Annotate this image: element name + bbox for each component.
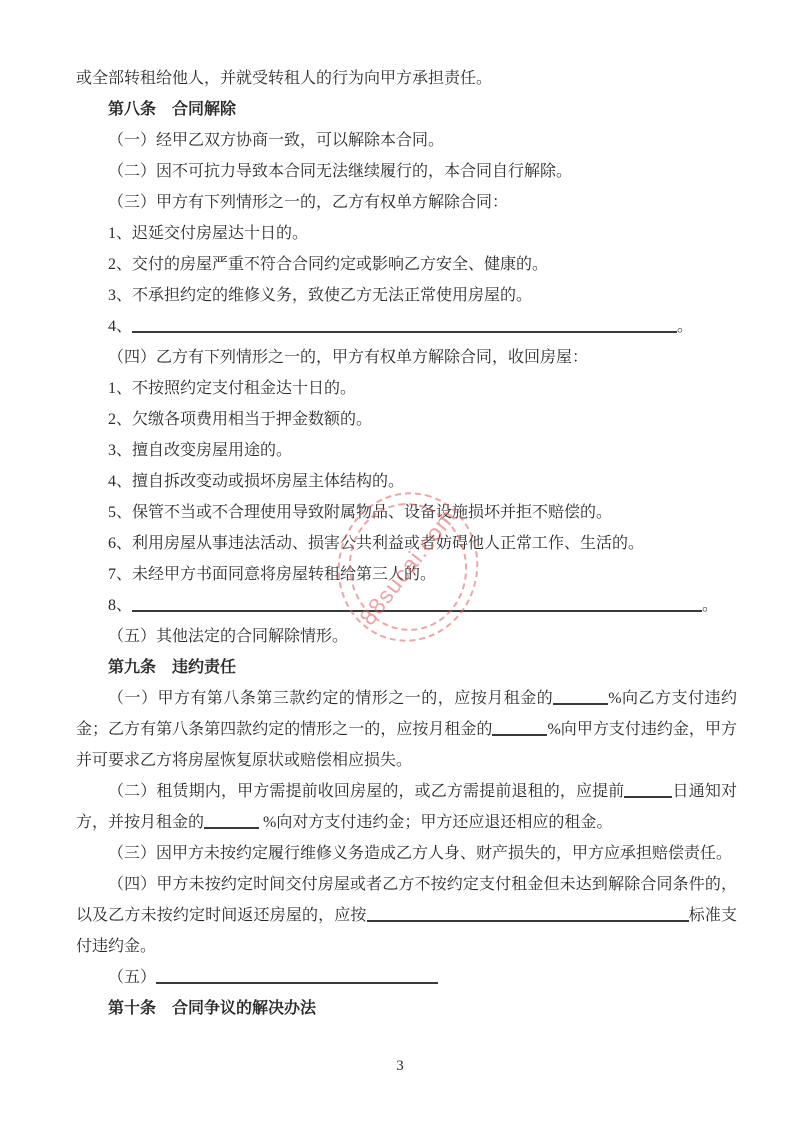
contract-paragraph xyxy=(76,156,737,187)
text-run: （四）甲方未按约定时间交付房屋或者乙方不按约定支付租金但未达到解除合同条件的，以及乙方未按约定时间返还房屋的，应按 xyxy=(76,876,737,924)
text-run: （一）经甲乙双方协商一致，可以解除本合同。 xyxy=(108,132,445,149)
contract-paragraph xyxy=(76,342,737,373)
contract-paragraph xyxy=(76,435,737,466)
text-run: 第十条 合同争议的解决办法 xyxy=(108,1000,317,1017)
text-run: 日通知对方，并按月租金的 xyxy=(76,783,737,831)
contract-paragraph xyxy=(76,280,737,311)
section-heading xyxy=(76,993,737,1024)
contract-paragraph xyxy=(76,466,737,497)
text-run: （五）其他法定的合同解除情形。 xyxy=(108,628,349,645)
text-run: 第九条 违约责任 xyxy=(108,659,237,676)
contract-paragraph xyxy=(76,249,737,280)
fill-in-blank xyxy=(132,319,677,333)
text-run: 第八条 合同解除 xyxy=(108,101,237,118)
text-run: 3、擅自改变房屋用途的。 xyxy=(108,442,293,459)
text-run: 4、 xyxy=(108,318,133,335)
fill-in-blank xyxy=(492,722,547,736)
contract-paragraph xyxy=(76,373,737,404)
text-run: 5、保管不当或不合理使用导致附属物品、设备设施损坏并拒不赔偿的。 xyxy=(108,504,613,521)
contract-paragraph xyxy=(76,559,737,590)
text-run: （五） xyxy=(108,969,157,986)
text-run: 2、交付的房屋严重不符合合同约定或影响乙方安全、健康的。 xyxy=(108,256,549,273)
text-run: （三）甲方有下列情形之一的，乙方有权单方解除合同： xyxy=(108,194,509,211)
contract-paragraph xyxy=(76,125,737,156)
contract-paragraph xyxy=(76,776,737,838)
text-run: 4、擅自拆改变动或损坏房屋主体结构的。 xyxy=(108,473,405,490)
fill-in-blank xyxy=(367,908,689,922)
text-run: 1、不按照约定支付租金达十日的。 xyxy=(108,380,357,397)
contract-paragraph xyxy=(76,962,737,993)
contract-paragraph xyxy=(76,590,737,621)
contract-body xyxy=(76,63,737,1024)
text-run: （三）因甲方未按约定履行维修义务造成乙方人身、财产损失的，甲方应承担赔偿责任。 xyxy=(108,845,733,862)
contract-paragraph xyxy=(76,218,737,249)
contract-paragraph xyxy=(76,838,737,869)
text-run: （四）乙方有下列情形之一的，甲方有权单方解除合同，收回房屋： xyxy=(108,349,589,366)
contract-paragraph xyxy=(76,683,737,776)
contract-paragraph xyxy=(76,528,737,559)
fill-in-blank xyxy=(624,784,672,798)
section-heading xyxy=(76,652,737,683)
contract-paragraph xyxy=(76,497,737,528)
text-run: 或全部转租给他人，并就受转租人的行为向甲方承担责任。 xyxy=(76,70,493,87)
text-run: （二）租赁期内，甲方需提前收回房屋的，或乙方需提前退租的，应提前 xyxy=(108,783,625,800)
text-run: （一）甲方有第八条第三款约定的情形之一的，应按月租金的 xyxy=(108,690,554,707)
fill-in-blank xyxy=(132,598,702,612)
text-run: （二）因不可抗力导致本合同无法继续履行的，本合同自行解除。 xyxy=(108,163,573,180)
watermark-text: 88sucai.com xyxy=(354,503,461,630)
contract-paragraph xyxy=(76,187,737,218)
contract-paragraph xyxy=(76,63,737,94)
text-run: %向乙方支付违约金；乙方有第八条第四款约定的情形之一的，应按月租金的 xyxy=(76,690,737,738)
text-run: %向甲方支付违约金，甲方并可要求乙方将房屋恢复原状或赔偿相应损失。 xyxy=(76,721,737,769)
fill-in-blank xyxy=(553,691,608,705)
fill-in-blank xyxy=(204,815,259,829)
text-run: 6、利用房屋从事违法活动、损害公共利益或者妨碍他人正常工作、生活的。 xyxy=(108,535,645,552)
contract-paragraph xyxy=(76,869,737,962)
page-number: 3 xyxy=(396,1058,404,1074)
contract-paragraph xyxy=(76,621,737,652)
text-run: 。 xyxy=(702,597,719,614)
text-run: 3、不承担约定的维修义务，致使乙方无法正常使用房屋的。 xyxy=(108,287,533,304)
text-run: 2、欠缴各项费用相当于押金数额的。 xyxy=(108,411,373,428)
text-run: 1、迟延交付房屋达十日的。 xyxy=(108,225,309,242)
text-run: 标准支付违约金。 xyxy=(76,907,737,955)
text-run: 8、 xyxy=(108,597,133,614)
section-heading xyxy=(76,94,737,125)
text-run: 7、未经甲方书面同意将房屋转租给第三人的。 xyxy=(108,566,437,583)
text-run: %向对方支付违约金；甲方还应退还相应的租金。 xyxy=(259,814,613,831)
text-run: 。 xyxy=(677,318,694,335)
contract-paragraph xyxy=(76,311,737,342)
contract-paragraph xyxy=(76,404,737,435)
fill-in-blank xyxy=(156,970,438,984)
